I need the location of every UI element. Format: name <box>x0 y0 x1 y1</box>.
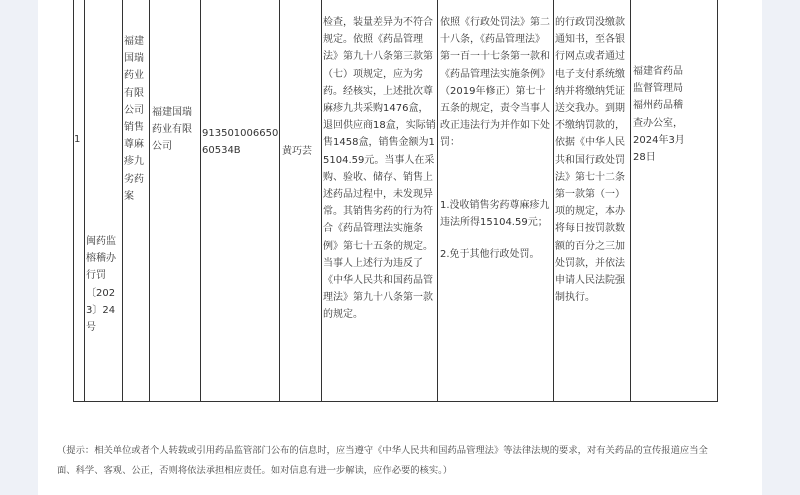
cell-index: 1 <box>73 0 85 401</box>
cell-legal-rep <box>280 0 322 401</box>
cell-authority-date <box>631 0 718 401</box>
cell-credit-code <box>201 0 280 401</box>
cell-penalty <box>438 0 554 401</box>
credit-code: 91350100665060534B <box>202 128 279 157</box>
legal-rep: 黄巧芸 <box>282 146 312 157</box>
authority-date: 福建省药品监督管理局福州药品稽查办公室，2024年3月28日 <box>633 66 685 164</box>
cell-case-name <box>123 0 150 401</box>
cell-performance <box>554 0 631 401</box>
reprint-notice: （提示：相关单位或者个人转载或引用药品监管部门公布的信息时，应当遵守《中华人民共和国药品管理法》等法律法规的要求，对有关药品的宣传报道应当全面、科学、客观、公正，否则将依法承担相应责任。如对信息有进一步解读，应作必要的核实。） <box>57 445 708 476</box>
penalty-item-1: 1.没收销售劣药尊麻疹九违法所得15104.59元； <box>440 200 550 229</box>
table-bottom-border <box>73 401 718 402</box>
violation-facts: 检查，装量差异为不符合规定。依照《药品管理法》第九十八条第三款第（七）项规定，应为劣药。经核实，上述批次尊麻疹九共采购1476盒，退回供应商18盒，实际销售1458盒，销售金额为15104.59元。当事人在采购、验收、储存、销售上述药品过程中，未发现异常。其销售劣药的行为符合《药品管理法实施条例》第七十五条的规定。当事人上述行为违反了《中华人民共和国药品管理法》第九十八条第一款的规定。 <box>323 17 436 321</box>
cell-violation-facts <box>322 0 438 401</box>
case-number: 闽药监榕稽办行罚〔2023〕24号 <box>86 236 116 334</box>
cell-case-number <box>85 0 123 401</box>
case-name: 福建国瑞药业有限公司销售尊麻疹九劣药案 <box>124 36 144 202</box>
penalty-item-2: 2.免于其他行政处罚。 <box>440 249 540 260</box>
party-name: 福建国瑞药业有限公司 <box>152 107 192 153</box>
cell-party-name <box>150 0 201 401</box>
penalty-basis: 依照《行政处罚法》第二十八条，《药品管理法》第一百一十七条第一款和《药品管理法实施条例》（2019年修正）第七十五条的规定，责令当事人改正违法行为并作如下处罚： <box>440 17 550 149</box>
performance-note: 的行政罚没缴款通知书，至各银行网点或者通过电子支付系统缴纳并将缴纳凭证送交我办。到期不缴纳罚款的，依据《中华人民共和国行政处罚法》第七十二条第一款第（一）项的规定，本办将每日按罚款数额的百分之三加处罚款，并依法申请人民法院强制执行。 <box>555 17 625 304</box>
